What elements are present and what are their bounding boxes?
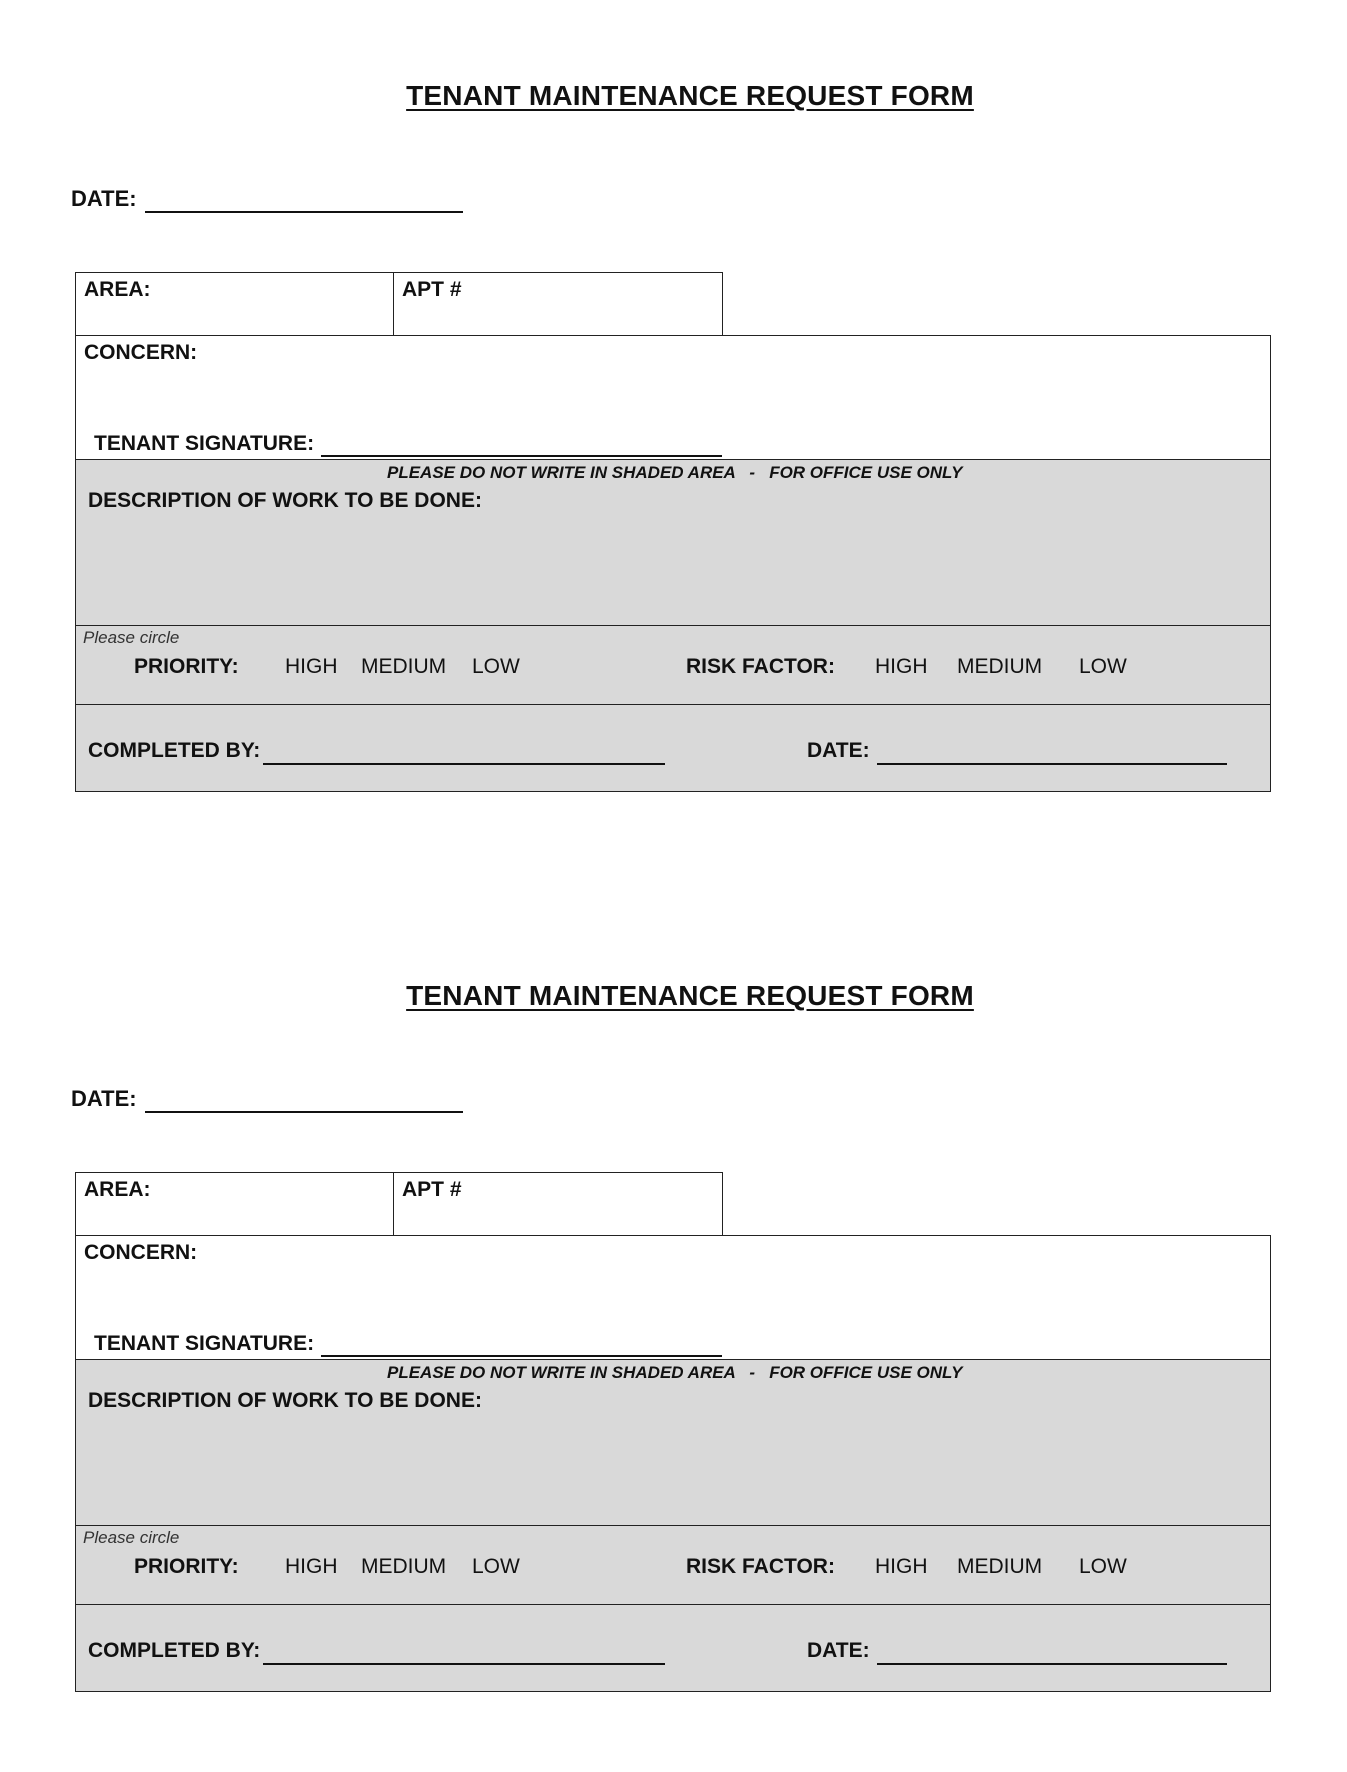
risk-option-high[interactable]: HIGH	[875, 655, 928, 678]
completed-by-label: COMPLETED BY:	[88, 1639, 261, 1662]
risk-option-low[interactable]: LOW	[1079, 1555, 1127, 1578]
priority-option-low[interactable]: LOW	[472, 655, 520, 678]
office-use-note: PLEASE DO NOT WRITE IN SHADED AREA - FOR OFFICE USE ONLY	[387, 463, 963, 482]
tenant-signature-field[interactable]	[321, 1355, 722, 1357]
completed-date-field[interactable]	[877, 1663, 1227, 1665]
concern-label: CONCERN:	[84, 1241, 198, 1264]
apt-field[interactable]	[393, 272, 723, 336]
please-circle-note: Please circle	[83, 1528, 180, 1547]
risk-option-high[interactable]: HIGH	[875, 1555, 928, 1578]
office-use-note: PLEASE DO NOT WRITE IN SHADED AREA - FOR OFFICE USE ONLY	[387, 1363, 963, 1382]
area-label: AREA:	[84, 1178, 151, 1201]
priority-label: PRIORITY:	[134, 655, 239, 678]
risk-option-medium[interactable]: MEDIUM	[957, 1555, 1043, 1578]
date-label: DATE:	[71, 1086, 137, 1111]
maintenance-form-1	[0, 0, 1347, 762]
form-title: TENANT MAINTENANCE REQUEST FORM	[406, 80, 974, 111]
risk-option-medium[interactable]: MEDIUM	[957, 655, 1043, 678]
completed-by-field[interactable]	[263, 763, 665, 765]
risk-factor-label: RISK FACTOR:	[686, 1555, 835, 1578]
description-section	[75, 1359, 1271, 1526]
apt-field[interactable]	[393, 1172, 723, 1236]
completed-date-label: DATE:	[807, 739, 870, 762]
description-section	[75, 459, 1271, 626]
area-field[interactable]	[75, 1172, 394, 1236]
tenant-signature-field[interactable]	[321, 455, 722, 457]
date-field[interactable]	[145, 211, 463, 213]
priority-option-medium[interactable]: MEDIUM	[361, 655, 447, 678]
apt-label: APT #	[402, 1178, 462, 1201]
priority-option-low[interactable]: LOW	[472, 1555, 520, 1578]
tenant-signature-label: TENANT SIGNATURE:	[94, 432, 315, 455]
date-label: DATE:	[71, 186, 137, 211]
completed-by-label: COMPLETED BY:	[88, 739, 261, 762]
risk-option-low[interactable]: LOW	[1079, 655, 1127, 678]
description-label: DESCRIPTION OF WORK TO BE DONE:	[88, 1389, 482, 1412]
completed-by-field[interactable]	[263, 1663, 665, 1665]
priority-label: PRIORITY:	[134, 1555, 239, 1578]
tenant-signature-label: TENANT SIGNATURE:	[94, 1332, 315, 1355]
apt-label: APT #	[402, 278, 462, 301]
please-circle-note: Please circle	[83, 628, 180, 647]
description-label: DESCRIPTION OF WORK TO BE DONE:	[88, 489, 482, 512]
area-field[interactable]	[75, 272, 394, 336]
priority-option-high[interactable]: HIGH	[285, 655, 338, 678]
area-label: AREA:	[84, 278, 151, 301]
form-title: TENANT MAINTENANCE REQUEST FORM	[406, 980, 974, 1011]
date-field[interactable]	[145, 1111, 463, 1113]
risk-factor-label: RISK FACTOR:	[686, 655, 835, 678]
completed-date-field[interactable]	[877, 763, 1227, 765]
priority-option-medium[interactable]: MEDIUM	[361, 1555, 447, 1578]
completed-date-label: DATE:	[807, 1639, 870, 1662]
concern-label: CONCERN:	[84, 341, 198, 364]
maintenance-form-2	[0, 904, 1347, 1662]
priority-option-high[interactable]: HIGH	[285, 1555, 338, 1578]
